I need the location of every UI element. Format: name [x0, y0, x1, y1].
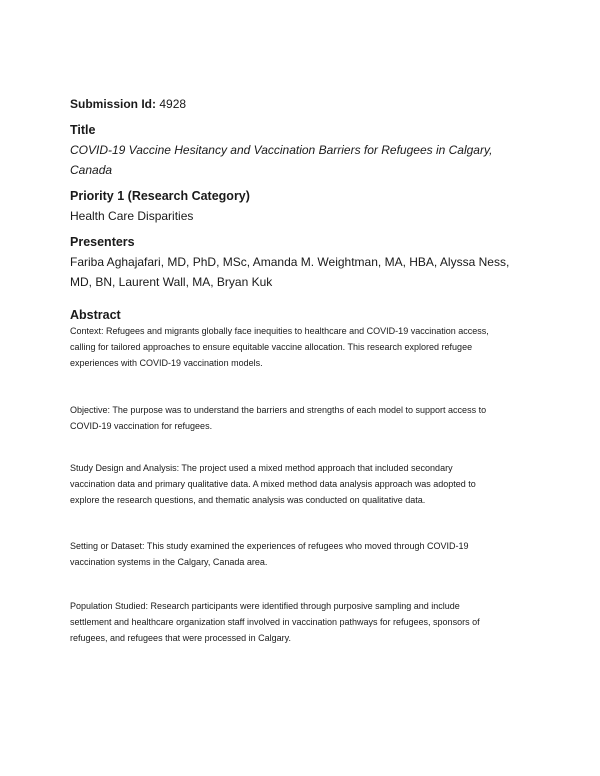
- submission-id: [70, 94, 540, 114]
- priority-value: Health Care Disparities: [70, 209, 194, 223]
- priority-section: [70, 188, 540, 226]
- abstract-context: [70, 323, 540, 371]
- design-line-2: vaccination data and primary qualitative data. A mixed method data analysis approach was adopted to: [70, 479, 476, 489]
- setting-line-1: Setting or Dataset: This study examined the experiences of refugees who moved through COVID-19: [70, 541, 469, 551]
- title-heading: Title: [70, 123, 96, 137]
- presenters-heading: Presenters: [70, 235, 135, 249]
- objective-line-1: Objective: The purpose was to understand the barriers and strengths of each model to support access to: [70, 405, 487, 415]
- population-line-1: Population Studied: Research participants were identified through purposive sampling and include: [70, 601, 460, 611]
- presenters-section: [70, 234, 540, 292]
- abstract-objective: [70, 402, 540, 434]
- abstract-setting: [70, 538, 540, 570]
- abstract-heading: Abstract: [70, 308, 121, 322]
- setting-line-2: vaccination systems in the Calgary, Canada area.: [70, 557, 268, 567]
- paper-title-line-1: COVID-19 Vaccine Hesitancy and Vaccination Barriers for Refugees in Calgary,: [70, 143, 493, 157]
- design-line-1: Study Design and Analysis: The project used a mixed method approach that included secondary: [70, 463, 453, 473]
- objective-line-2: COVID-19 vaccination for refugees.: [70, 421, 213, 431]
- presenters-line-2: MD, BN, Laurent Wall, MA, Bryan Kuk: [70, 275, 273, 289]
- design-line-3: explore the research questions, and thematic analysis was conducted on qualitative data.: [70, 495, 426, 505]
- context-line-3: experiences with COVID-19 vaccination models.: [70, 358, 263, 368]
- title-section: [70, 122, 540, 180]
- presenters-line-1: Fariba Aghajafari, MD, PhD, MSc, Amanda M. Weightman, MA, HBA, Alyssa Ness,: [70, 255, 510, 269]
- abstract-population: [70, 598, 540, 646]
- abstract-heading-block: [70, 307, 540, 323]
- abstract-design: [70, 460, 540, 508]
- submission-id-value: 4928: [159, 97, 187, 111]
- submission-id-label: Submission Id:: [70, 97, 157, 111]
- context-line-1: Context: Refugees and migrants globally face inequities to healthcare and COVID-19 vaccination access,: [70, 326, 489, 336]
- paper-title-line-2: Canada: [70, 163, 113, 177]
- population-line-2: settlement and healthcare organization staff involved in vaccination pathways for refugees, sponsors of: [70, 617, 480, 627]
- population-line-3: refugees, and refugees that were processed in Calgary.: [70, 633, 291, 643]
- context-line-2: calling for tailored approaches to ensure equitable vaccine allocation. This research explored refugee: [70, 342, 473, 352]
- priority-heading: Priority 1 (Research Category): [70, 189, 250, 203]
